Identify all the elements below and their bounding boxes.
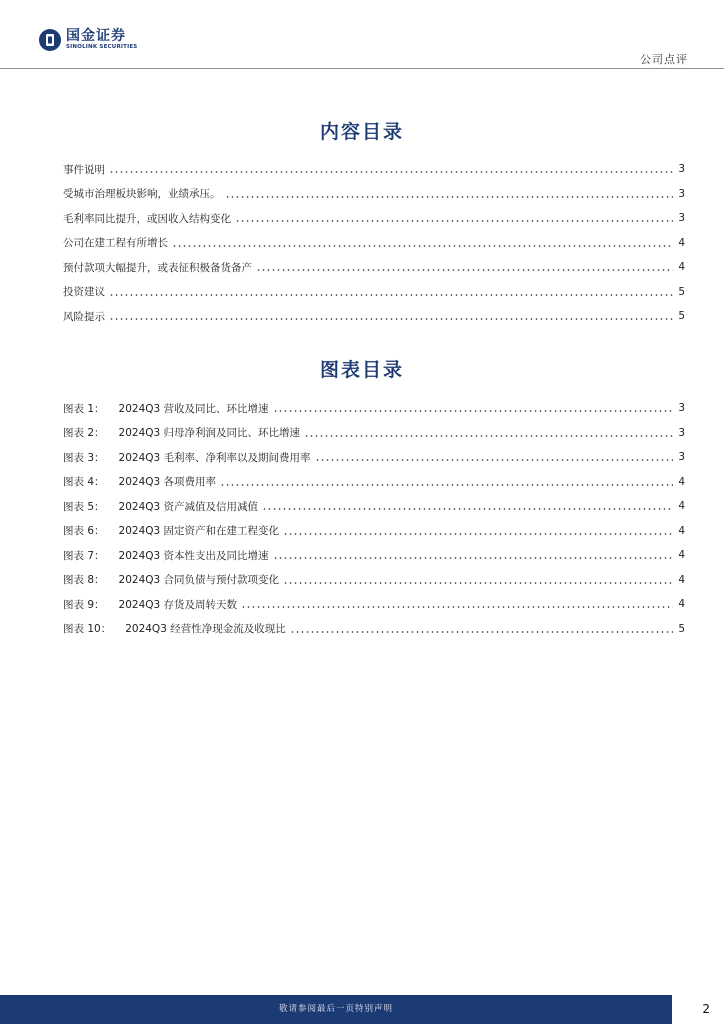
dot-leader	[241, 606, 673, 608]
entry-label	[63, 425, 300, 440]
entry-page-number: 5	[678, 622, 685, 635]
entry-page-number: 5	[678, 285, 685, 298]
figure-number: 图表 8：	[63, 574, 105, 587]
figure-caption: 2024Q3 合同负债与预付款项变化	[118, 574, 280, 587]
figure-entry[interactable]	[63, 543, 685, 568]
entry-label	[63, 401, 269, 416]
figure-caption: 2024Q3 资产减值及信用减值	[118, 500, 259, 513]
figure-caption: 2024Q3 存货及周转天数	[118, 598, 238, 611]
sinolink-logo-icon	[38, 28, 62, 52]
logo-english-name: SINOLINK SECURITIES	[66, 44, 138, 51]
figure-entry[interactable]	[63, 421, 685, 446]
entry-page-number: 3	[678, 212, 685, 225]
entry-page-number: 4	[678, 475, 685, 488]
contents-title: 内容目录	[319, 121, 404, 143]
figure-caption: 2024Q3 固定资产和在建工程变化	[118, 525, 280, 538]
figure-entry[interactable]	[63, 445, 685, 470]
entry-page-number: 4	[678, 500, 685, 513]
figure-number: 图表 3：	[63, 451, 105, 464]
entry-page-number: 3	[678, 426, 685, 439]
dot-leader	[290, 631, 673, 633]
page-footer	[0, 995, 724, 1024]
figure-number: 图表 2：	[63, 427, 105, 440]
footer-disclaimer: 敬请参阅最后一页特别声明	[0, 995, 672, 1024]
company-logo	[38, 28, 137, 52]
dot-leader	[109, 294, 673, 296]
entry-label	[63, 621, 286, 636]
entry-label	[63, 499, 258, 514]
entry-page-number: 4	[678, 549, 685, 562]
dot-leader	[304, 435, 673, 437]
dot-leader	[273, 410, 673, 412]
figure-number: 图表 6：	[63, 525, 105, 538]
page-header	[0, 0, 724, 70]
figure-number: 图表 1：	[63, 402, 105, 415]
contents-entry[interactable]	[63, 280, 685, 305]
entry-label: 预付款项大幅提升，或表征积极备货备产	[63, 261, 252, 274]
entry-label: 事件说明	[63, 163, 105, 176]
header-divider	[0, 68, 724, 69]
entry-page-number: 4	[678, 261, 685, 274]
dot-leader	[283, 533, 673, 535]
dot-leader	[109, 171, 673, 173]
figure-number: 图表 7：	[63, 549, 105, 562]
dot-leader	[109, 318, 673, 320]
figure-caption: 2024Q3 归母净利润及同比、环比增速	[118, 427, 301, 440]
contents-entry[interactable]	[63, 182, 685, 207]
figure-caption: 2024Q3 资本性支出及同比增速	[118, 549, 269, 562]
logo-chinese-name: 国金证券	[66, 28, 126, 45]
figure-caption: 2024Q3 毛利率、净利率以及期间费用率	[118, 451, 311, 464]
contents-entry[interactable]	[63, 255, 685, 280]
entry-label: 投资建议	[63, 286, 105, 299]
entry-label: 毛利率同比提升，或因收入结构变化	[63, 212, 231, 225]
entry-page-number: 5	[678, 310, 685, 323]
dot-leader	[172, 245, 673, 247]
entry-label	[63, 572, 279, 587]
figure-entry[interactable]	[63, 592, 685, 617]
entry-page-number: 3	[678, 402, 685, 415]
entry-label	[63, 523, 279, 538]
entry-page-number: 4	[678, 573, 685, 586]
contents-list	[63, 157, 685, 329]
dot-leader	[220, 484, 673, 486]
dot-leader	[273, 557, 673, 559]
dot-leader	[262, 508, 673, 510]
dot-leader	[256, 269, 673, 271]
figures-list	[63, 396, 685, 641]
entry-page-number: 3	[678, 451, 685, 464]
page-number: 2	[702, 1002, 710, 1016]
entry-label	[63, 474, 216, 489]
dot-leader	[235, 220, 673, 222]
dot-leader	[225, 196, 674, 198]
figure-number: 图表 10：	[63, 623, 112, 636]
figure-entry[interactable]	[63, 494, 685, 519]
report-type-label: 公司点评	[640, 53, 688, 66]
figure-caption: 2024Q3 经营性净现金流及收现比	[125, 623, 286, 636]
entry-page-number: 4	[678, 598, 685, 611]
figures-title: 图表目录	[319, 359, 404, 381]
entry-page-number: 4	[678, 524, 685, 537]
entry-label: 受城市治理板块影响，业绩承压。	[63, 188, 221, 201]
contents-entry[interactable]	[63, 206, 685, 231]
figure-entry[interactable]	[63, 617, 685, 642]
figure-caption: 2024Q3 各项费用率	[118, 476, 217, 489]
entry-label	[63, 548, 269, 563]
contents-entry[interactable]	[63, 304, 685, 329]
entry-page-number: 4	[678, 236, 685, 249]
entry-page-number: 3	[678, 187, 685, 200]
figure-entry[interactable]	[63, 568, 685, 593]
figure-entry[interactable]	[63, 396, 685, 421]
dot-leader	[315, 459, 673, 461]
contents-entry[interactable]	[63, 157, 685, 182]
contents-entry[interactable]	[63, 231, 685, 256]
figure-entry[interactable]	[63, 470, 685, 495]
figure-caption: 2024Q3 营收及同比、环比增速	[118, 402, 269, 415]
entry-label	[63, 597, 237, 612]
figure-number: 图表 5：	[63, 500, 105, 513]
figure-number: 图表 4：	[63, 476, 105, 489]
entry-label: 风险提示	[63, 310, 105, 323]
entry-label: 公司在建工程有所增长	[63, 237, 168, 250]
dot-leader	[283, 582, 673, 584]
figure-entry[interactable]	[63, 519, 685, 544]
figure-number: 图表 9：	[63, 598, 105, 611]
entry-page-number: 3	[678, 163, 685, 176]
entry-label	[63, 450, 311, 465]
